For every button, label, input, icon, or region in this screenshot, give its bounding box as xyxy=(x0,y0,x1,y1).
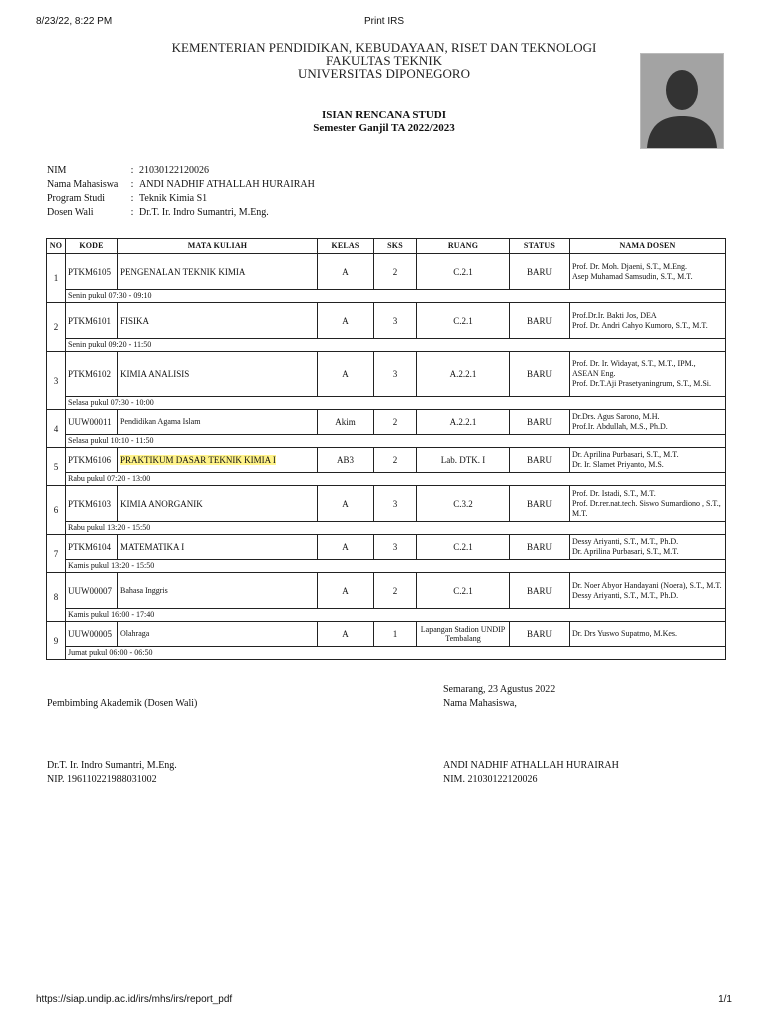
course-code: PTKM6101 xyxy=(66,303,118,339)
row-number: 4 xyxy=(47,410,66,448)
course-schedule: Senin pukul 07:30 - 09:10 xyxy=(66,290,726,303)
course-class: A xyxy=(318,486,374,522)
row-number: 6 xyxy=(47,486,66,535)
table-row xyxy=(47,622,726,647)
course-room: C.2.1 xyxy=(417,303,510,339)
course-credits: 3 xyxy=(374,486,417,522)
print-datetime: 8/23/22, 8:22 PM xyxy=(36,16,113,27)
course-schedule: Senin pukul 09:20 - 11:50 xyxy=(66,339,726,352)
course-status: BARU xyxy=(510,352,570,397)
course-schedule: Selasa pukul 10:10 - 11:50 xyxy=(66,435,726,448)
course-schedule: Jumat pukul 06:00 - 06:50 xyxy=(66,647,726,660)
course-code: PTKM6106 xyxy=(66,448,118,473)
course-class: A xyxy=(318,622,374,647)
course-table xyxy=(46,238,726,660)
course-credits: 3 xyxy=(374,535,417,560)
column-header: NAMA DOSEN xyxy=(570,239,726,254)
info-label: Program Studi xyxy=(47,193,106,204)
row-number: 8 xyxy=(47,573,66,622)
lecturer-name: Asep Muhamad Samsudin, S.T., M.T. xyxy=(572,271,693,281)
course-room: A.2.2.1 xyxy=(417,410,510,435)
course-credits: 1 xyxy=(374,622,417,647)
course-name: Olahraga xyxy=(118,622,318,647)
info-row-nim xyxy=(47,164,447,178)
column-header: MATA KULIAH xyxy=(118,239,318,254)
lecturer-name: Prof.Ir. Abdullah, M.S., Ph.D. xyxy=(572,422,668,431)
lecturer-name: Prof. Dr. Andri Cahyo Kumoro, S.T., M.T. xyxy=(572,320,708,330)
lecturer-name: Dr. Noer Abyor Handayani (Noera), S.T., M.T. xyxy=(572,580,722,590)
column-header: STATUS xyxy=(510,239,570,254)
course-room: A.2.2.1 xyxy=(417,352,510,397)
column-header: KELAS xyxy=(318,239,374,254)
table-row xyxy=(47,303,726,339)
course-status: BARU xyxy=(510,535,570,560)
info-value: Teknik Kimia S1 xyxy=(139,193,208,204)
lecturer-name: Prof. Dr.T.Aji Prasetyaningrum, S.T., M.Si. xyxy=(572,379,712,388)
avatar-silhouette-icon xyxy=(641,54,723,148)
lecturer-list xyxy=(570,303,726,339)
course-status: BARU xyxy=(510,410,570,435)
semester-subtitle: Semester Ganjil TA 2022/2023 xyxy=(313,122,455,134)
course-status: BARU xyxy=(510,254,570,290)
table-row xyxy=(47,352,726,397)
print-header xyxy=(36,16,732,30)
course-credits: 2 xyxy=(374,254,417,290)
university-name: UNIVERSITAS DIPONEGORO xyxy=(298,66,470,81)
course-name-cell xyxy=(118,448,318,473)
info-row-advisor xyxy=(47,206,447,220)
info-value: Dr.T. Ir. Indro Sumantri, M.Eng. xyxy=(139,207,269,218)
lecturer-name: Prof.Dr.Ir. Bakti Jos, DEA xyxy=(572,310,657,320)
schedule-row xyxy=(47,397,726,410)
institution-heading xyxy=(150,41,618,80)
course-code: UUW00005 xyxy=(66,622,118,647)
info-separator: : xyxy=(130,207,134,218)
row-number: 9 xyxy=(47,622,66,660)
course-class: A xyxy=(318,535,374,560)
table-row xyxy=(47,573,726,609)
lecturer-list xyxy=(570,448,726,473)
course-room: Lapangan Stadion UNDIP Tembalang xyxy=(417,622,510,647)
info-value: ANDI NADHIF ATHALLAH HURAIRAH xyxy=(139,179,315,190)
course-class: Akim xyxy=(318,410,374,435)
row-number: 5 xyxy=(47,448,66,486)
course-schedule: Rabu pukul 13:20 - 15:50 xyxy=(66,522,726,535)
info-separator: : xyxy=(130,193,134,204)
course-code: UUW00007 xyxy=(66,573,118,609)
course-status: BARU xyxy=(510,573,570,609)
table-row xyxy=(47,254,726,290)
lecturer-list xyxy=(570,410,726,435)
info-label: Dosen Wali xyxy=(47,207,94,218)
table-row xyxy=(47,486,726,522)
schedule-row xyxy=(47,647,726,660)
schedule-row xyxy=(47,473,726,486)
info-row-name xyxy=(47,178,447,192)
course-room: Lab. DTK. I xyxy=(417,448,510,473)
course-class: AB3 xyxy=(318,448,374,473)
course-status: BARU xyxy=(510,622,570,647)
table-row xyxy=(47,448,726,473)
course-schedule: Kamis pukul 13:20 - 15:50 xyxy=(66,560,726,573)
lecturer-list xyxy=(570,622,726,647)
student-name: ANDI NADHIF ATHALLAH HURAIRAH xyxy=(443,760,619,771)
course-class: A xyxy=(318,573,374,609)
course-status: BARU xyxy=(510,448,570,473)
lecturer-list xyxy=(570,486,726,522)
course-schedule: Rabu pukul 07:20 - 13:00 xyxy=(66,473,726,486)
row-number: 3 xyxy=(47,352,66,410)
info-separator: : xyxy=(130,179,134,190)
info-separator: : xyxy=(130,165,134,176)
info-label: Nama Mahasiswa xyxy=(47,179,119,190)
course-room: C.2.1 xyxy=(417,535,510,560)
course-status: BARU xyxy=(510,486,570,522)
advisor-nip: NIP. 196110221988031002 xyxy=(47,774,157,785)
document-title-block xyxy=(150,109,618,135)
student-photo xyxy=(640,53,724,149)
lecturer-name: Prof. Dr. Ir. Widayat, S.T., M.T., IPM., ASEAN Eng. xyxy=(572,359,696,378)
course-name: Pendidikan Agama Islam xyxy=(118,410,318,435)
lecturer-list xyxy=(570,535,726,560)
course-name: MATEMATIKA I xyxy=(118,535,318,560)
course-credits: 3 xyxy=(374,352,417,397)
lecturer-list xyxy=(570,352,726,397)
document-title: ISIAN RENCANA STUDI xyxy=(321,109,447,121)
page-number: 1/1 xyxy=(718,994,732,1005)
lecturer-name: Dessy Ariyanti, S.T., M.T., Ph.D. xyxy=(572,590,679,600)
course-name: KIMIA ANORGANIK xyxy=(118,486,318,522)
info-label: NIM xyxy=(47,165,67,176)
table-header-row xyxy=(47,239,726,254)
lecturer-name: Dr. Aprilina Purbasari, S.T., M.T. xyxy=(572,450,679,459)
course-code: UUW00011 xyxy=(66,410,118,435)
page-url: https://siap.undip.ac.id/irs/mhs/irs/report_pdf xyxy=(36,994,233,1005)
advisor-name: Dr.T. Ir. Indro Sumantri, M.Eng. xyxy=(47,760,177,771)
course-credits: 2 xyxy=(374,448,417,473)
course-room: C.3.2 xyxy=(417,486,510,522)
course-credits: 2 xyxy=(374,410,417,435)
column-header: SKS xyxy=(374,239,417,254)
lecturer-list xyxy=(570,573,726,609)
course-class: A xyxy=(318,254,374,290)
schedule-row xyxy=(47,609,726,622)
schedule-row xyxy=(47,435,726,448)
schedule-row xyxy=(47,339,726,352)
course-credits: 3 xyxy=(374,303,417,339)
student-nim: NIM. 21030122120026 xyxy=(443,774,538,785)
student-info xyxy=(47,164,447,220)
course-name: FISIKA xyxy=(118,303,318,339)
course-name: PENGENALAN TEKNIK KIMIA xyxy=(118,254,318,290)
column-header: NO xyxy=(47,239,66,254)
course-name: Bahasa Inggris xyxy=(118,573,318,609)
course-room: C.2.1 xyxy=(417,254,510,290)
faculty-name: FAKULTAS TEKNIK xyxy=(325,53,443,68)
row-number: 2 xyxy=(47,303,66,352)
course-room: C.2.1 xyxy=(417,573,510,609)
lecturer-name: Dr. Aprilina Purbasari, S.T., M.T. xyxy=(572,547,679,556)
course-code: PTKM6102 xyxy=(66,352,118,397)
lecturer-name: Prof. Dr. Moh. Djaeni, S.T., M.Eng. xyxy=(572,261,687,271)
schedule-row xyxy=(47,522,726,535)
row-number: 1 xyxy=(47,254,66,303)
student-caption: Nama Mahasiswa, xyxy=(443,698,517,709)
column-header: RUANG xyxy=(417,239,510,254)
column-header: KODE xyxy=(66,239,118,254)
ministry-name: KEMENTERIAN PENDIDIKAN, KEBUDAYAAN, RISET DAN TEKNOLOGI xyxy=(171,40,597,55)
print-title: Print IRS xyxy=(363,16,404,27)
schedule-row xyxy=(47,560,726,573)
table-row xyxy=(47,410,726,435)
course-schedule: Selasa pukul 07:30 - 10:00 xyxy=(66,397,726,410)
table-row xyxy=(47,535,726,560)
lecturer-name: Prof. Dr. Istadi, S.T., M.T. xyxy=(572,488,656,498)
schedule-row xyxy=(47,290,726,303)
lecturer-name: Dr. Drs Yuswo Supatmo, M.Kes. xyxy=(572,629,678,638)
row-number: 7 xyxy=(47,535,66,573)
course-status: BARU xyxy=(510,303,570,339)
course-schedule: Kamis pukul 16:00 - 17:40 xyxy=(66,609,726,622)
advisor-caption: Pembimbing Akademik (Dosen Wali) xyxy=(47,698,198,709)
course-name: KIMIA ANALISIS xyxy=(118,352,318,397)
course-code: PTKM6104 xyxy=(66,535,118,560)
place-date: Semarang, 23 Agustus 2022 xyxy=(443,684,556,695)
course-class: A xyxy=(318,303,374,339)
course-name-highlighted: PRAKTIKUM DASAR TEKNIK KIMIA I xyxy=(120,455,276,465)
lecturer-name: Dr.Drs. Agus Sarono, M.H. xyxy=(572,412,660,421)
info-value: 21030122120026 xyxy=(139,165,209,176)
lecturer-name: Dr. Ir. Slamet Priyanto, M.S. xyxy=(572,460,664,469)
lecturer-name: Dessy Ariyanti, S.T., M.T., Ph.D. xyxy=(572,537,679,546)
course-code: PTKM6105 xyxy=(66,254,118,290)
course-class: A xyxy=(318,352,374,397)
course-credits: 2 xyxy=(374,573,417,609)
info-row-program xyxy=(47,192,447,206)
print-footer xyxy=(36,994,732,1008)
lecturer-name: Prof. Dr.rer.nat.tech. Siswo Sumardiono , S.T., M.T. xyxy=(572,498,721,518)
lecturer-list xyxy=(570,254,726,290)
course-code: PTKM6103 xyxy=(66,486,118,522)
